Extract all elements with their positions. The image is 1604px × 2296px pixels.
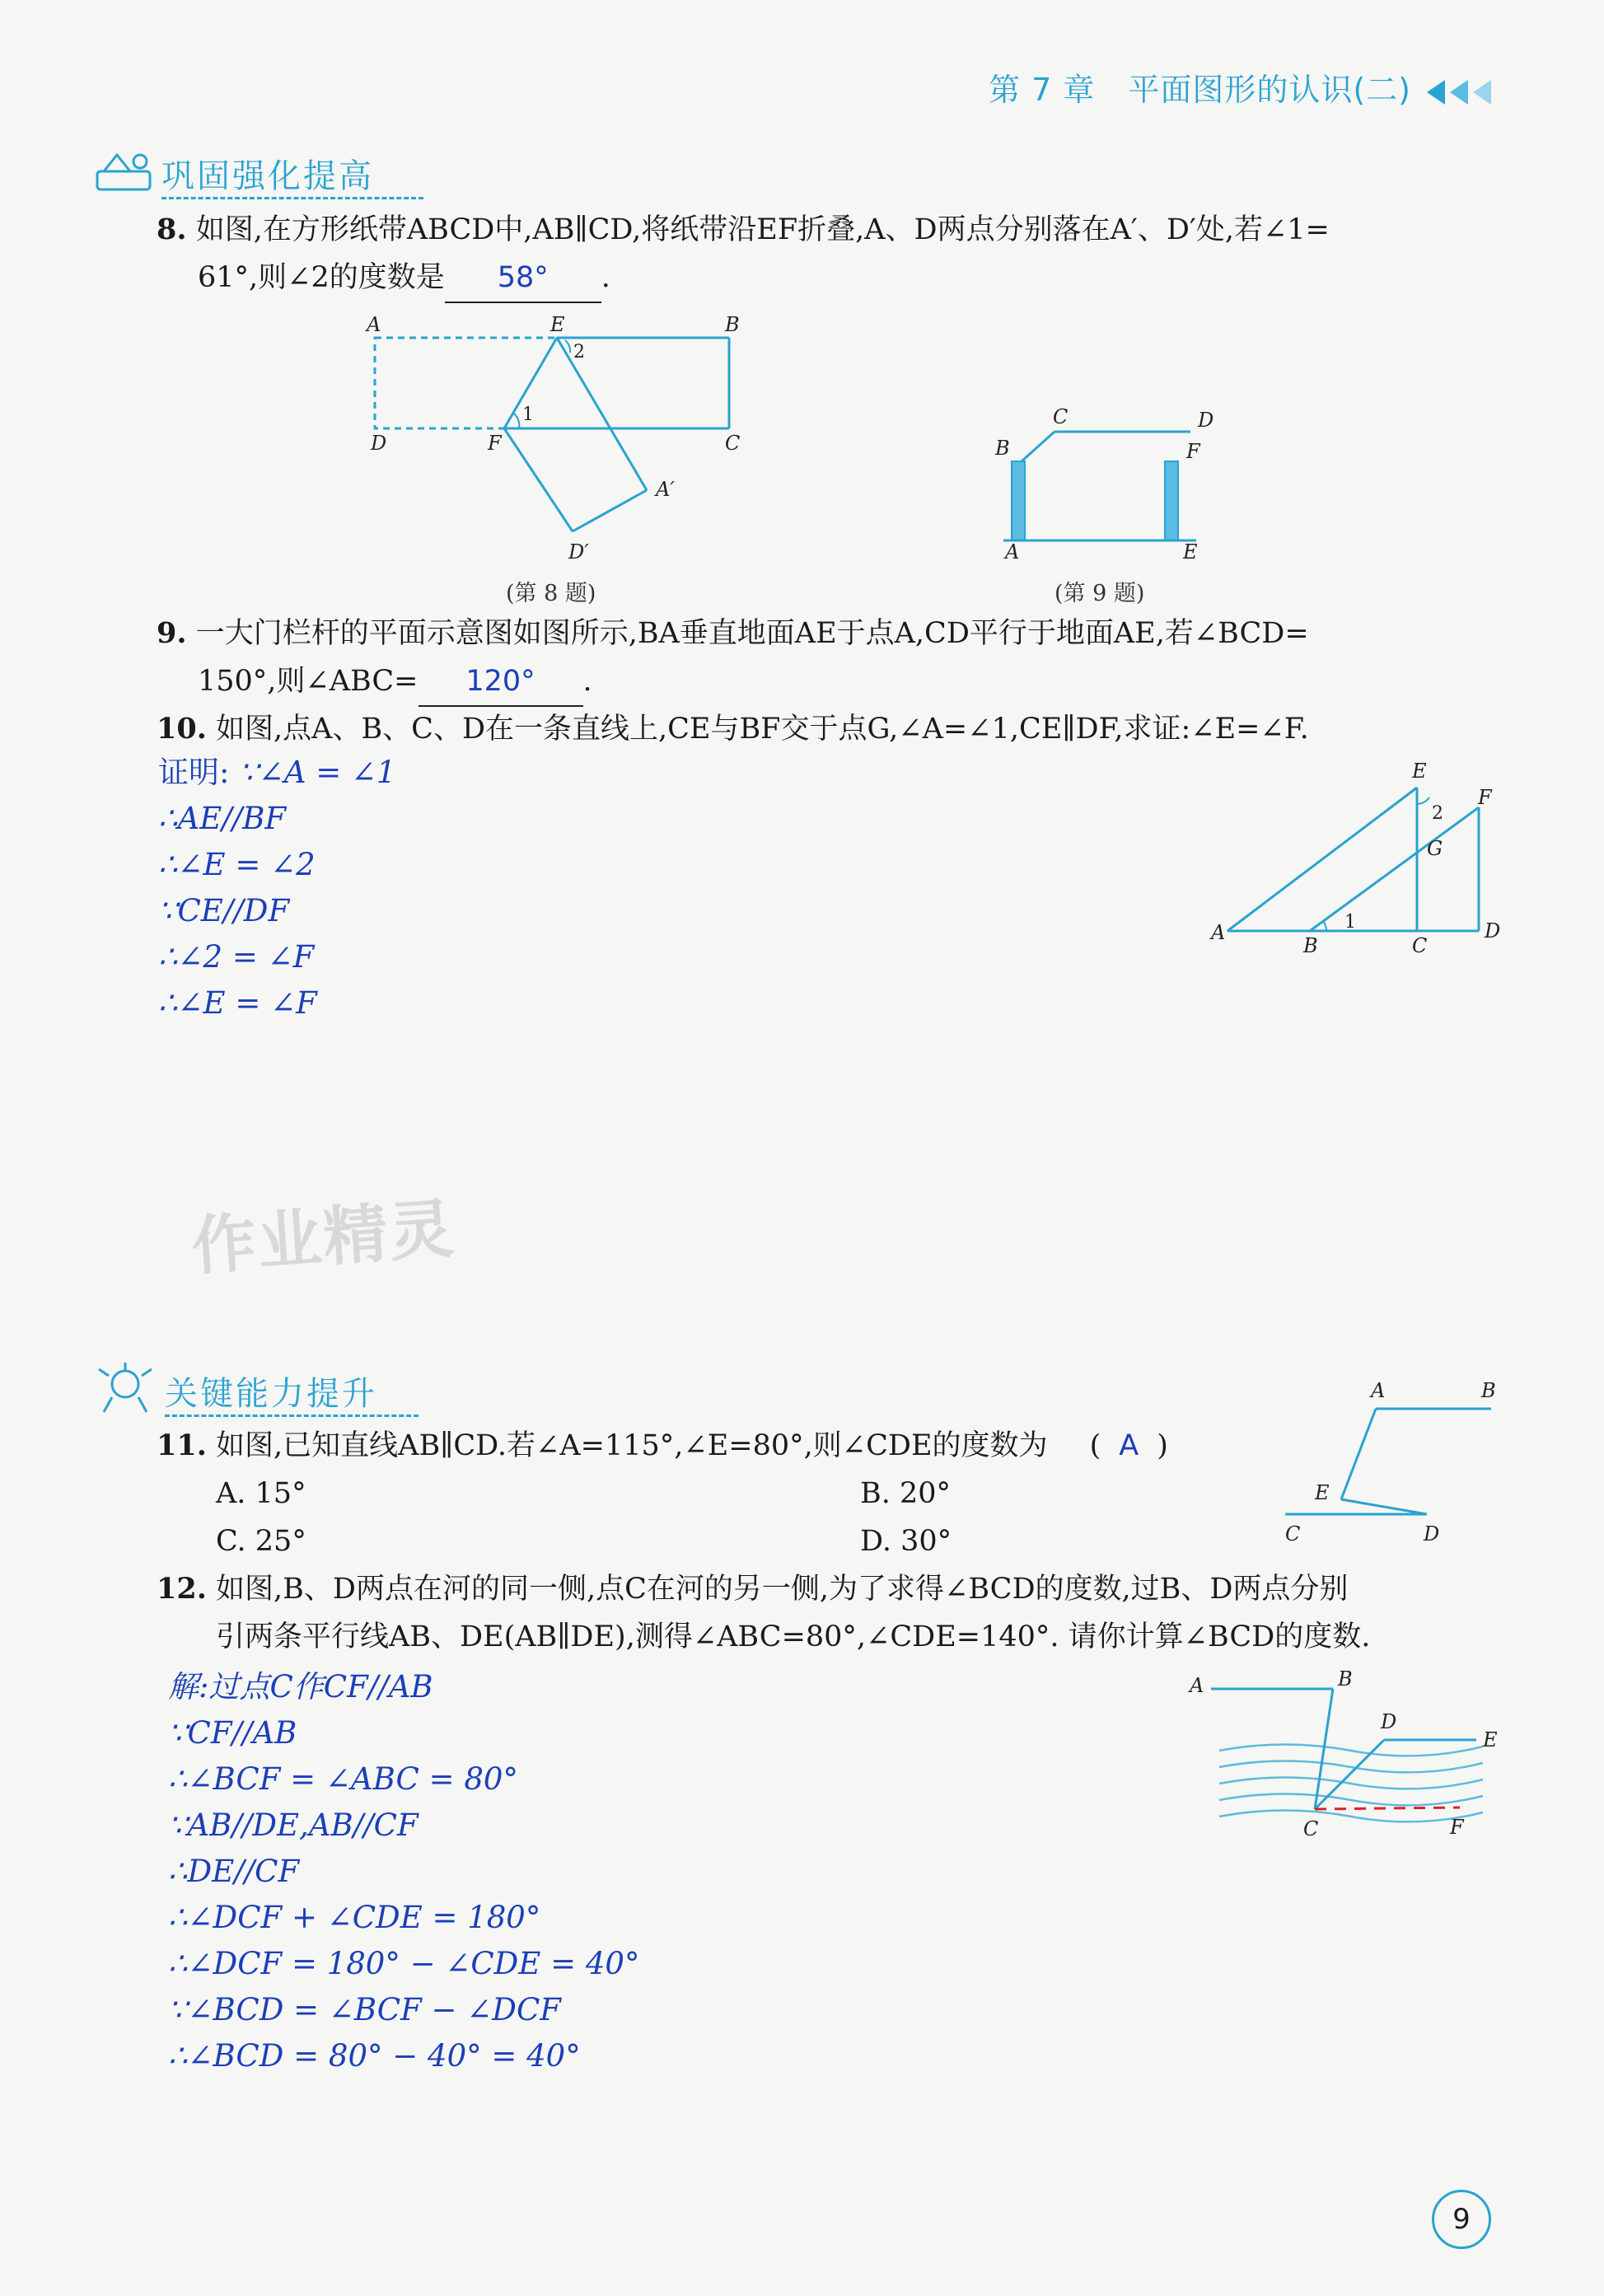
fig11-label-d: D [1424,1522,1440,1545]
q10-line [157,705,1309,753]
fig8-label-b: B [725,313,740,336]
fig12-label-f: F [1450,1816,1464,1839]
figure-11 [1269,1368,1516,1557]
fig9-label-f: F [1186,440,1200,463]
q8-line1 [157,206,1330,254]
fig12-label-c: C [1303,1817,1319,1840]
fig9-label-a: A [1005,540,1020,563]
q10-number: 10. [157,712,207,746]
fig10-label-d: D [1485,919,1501,942]
q9-text-2: 150°,则∠ABC= [198,665,419,698]
fig11-label-a: A [1371,1379,1386,1402]
fig9-label-b: B [995,437,1010,460]
q10-proof-step: ∴∠2 = ∠F [158,939,315,975]
fig8-label-a: A [367,313,381,336]
fig9-label-e: E [1183,540,1198,563]
section-icon-1 [92,147,158,199]
watermark: 作业精灵 [189,1191,458,1285]
q9-answer: 120° [465,665,535,698]
q11-option-d: D. 30° [860,1525,952,1558]
fig8-label-1: 1 [522,404,534,425]
fig10-label-2: 2 [1432,803,1443,824]
q12-solution-step: 解:过点C作CF//AB [168,1669,433,1704]
q10-proof-step: ∵CE//DF [158,893,290,928]
q8-answer-blank [445,254,601,303]
fig12-label-e: E [1483,1728,1498,1751]
q8-caption: (第 8 题) [506,581,596,606]
q12-solution-step: ∴∠DCF = 180° − ∠CDE = 40° [168,1946,640,1981]
section-title-consolidate: 巩固强化提高 [161,150,423,199]
triangle-icon [1473,80,1491,105]
q8-number: 8. [157,213,187,246]
q12-solution-step: ∵∠BCD = ∠BCF − ∠DCF [168,1992,561,2027]
page-number: 9 [1432,2190,1491,2249]
q10-proof-label-row [158,750,396,796]
fig10-label-a: A [1211,921,1226,944]
section-title-ability: 关键能力提升 [165,1368,419,1417]
q10-proof-step: ∴∠E = ∠2 [158,847,316,882]
q12-text-1: 如图,B、D两点在河的同一侧,点C在河的另一侧,为了求得∠BCD的度数,过B、D两点分别 [216,1573,1349,1606]
q8-text-1: 如图,在方形纸带ABCD中,AB∥CD,将纸带沿EF折叠,A、D两点分别落在A′、D′处,若∠1= [195,213,1330,246]
q8-answer: 58° [497,261,549,294]
q10-proof-step: ∵∠A = ∠1 [239,755,396,790]
fig9-label-c: C [1053,405,1069,428]
fig10-label-e: E [1412,760,1427,783]
q11-answer: A [1119,1429,1139,1462]
q11-paren-open: ( [1089,1429,1101,1462]
fig11-label-c: C [1285,1522,1301,1545]
fig8-label-2: 2 [573,342,585,362]
q12-solution-step: ∴DE//CF [168,1854,300,1889]
fig11-label-b: B [1481,1379,1496,1402]
q10-proof [158,750,396,1026]
q12-number: 12. [157,1572,207,1606]
q8-text-2: 61°,则∠2的度数是 [198,261,445,294]
q12-solution-step: ∴∠BCF = ∠ABC = 80° [168,1761,518,1797]
q9-caption: (第 9 题) [1055,581,1145,606]
q12-solution-step: ∵CF//AB [168,1715,297,1751]
q12-solution-step: ∵AB//DE,AB//CF [168,1807,419,1843]
fig8-label-d: D [371,432,387,455]
fig8-label-ap: A′ [656,478,675,501]
q9-text-1: 一大门栏杆的平面示意图如图所示,BA垂直地面AE于点A,CD平行于地面AE,若∠BCD= [195,617,1309,650]
chapter-header [989,64,1491,110]
figure-8 [362,305,758,577]
fig12-label-b: B [1338,1667,1353,1690]
fig10-label-f: F [1478,786,1492,809]
fig11-label-e: E [1315,1481,1330,1504]
chapter-number: 第 7 章 [989,72,1096,108]
q12-solution-step: ∴∠BCD = 80° − 40° = 40° [168,2038,581,2074]
figure-12 [1186,1664,1516,1862]
q12-line2: 引两条平行线AB、DE(AB∥DE),测得∠ABC=80°,∠CDE=140°. 请你计算∠BCD的度数. [216,1620,1371,1653]
q8-line2: 61°,则∠2的度数是 58° . [198,254,610,303]
fig10-label-b: B [1303,934,1318,957]
q9-answer-blank [419,657,583,707]
q9-line2: 150°,则∠ABC= 120° . [198,657,592,707]
q10-proof-step: ∴AE//BF [158,801,287,836]
q12-solution [168,1664,639,2079]
q12-line1 [157,1565,1348,1613]
figure-9 [989,395,1228,568]
fig8-label-f: F [488,432,502,455]
q12-solution-step: ∴∠DCF + ∠CDE = 180° [168,1900,541,1935]
fig10-label-c: C [1412,934,1428,957]
fig10-label-1: 1 [1344,912,1356,933]
q10-proof-label: 证明: [158,755,230,790]
q11-option-c: C. 25° [216,1525,306,1558]
q11-line [157,1422,1168,1470]
fig8-label-e: E [550,313,565,336]
q10-text: 如图,点A、B、C、D在一条直线上,CE与BF交于点G,∠A=∠1,CE∥DF,求证:∠E=∠F. [216,713,1309,746]
fig8-label-c: C [725,432,741,455]
q11-paren-close: ) [1157,1429,1168,1462]
q11-option-a: A. 15° [216,1477,306,1510]
fig10-label-g: G [1427,837,1443,860]
fig9-label-d: D [1198,409,1214,432]
fig12-label-a: A [1190,1674,1204,1697]
section-icon-2 [92,1359,158,1420]
figure-10 [1203,758,1516,964]
q9-line1 [157,610,1309,657]
q10-proof-step: ∴∠E = ∠F [158,985,317,1021]
q9-number: 9. [157,616,187,650]
fig12-label-d: D [1381,1710,1397,1733]
q11-number: 11. [157,1429,207,1462]
q11-option-b: B. 20° [860,1477,952,1510]
q11-text: 如图,已知直线AB∥CD.若∠A=115°,∠E=80°,则∠CDE的度数为 [216,1429,1048,1462]
fig8-label-dp: D′ [568,540,589,563]
triangle-icon [1450,80,1468,105]
triangle-icon [1427,80,1445,105]
chapter-title: 平面图形的认识(二) [1128,72,1411,108]
